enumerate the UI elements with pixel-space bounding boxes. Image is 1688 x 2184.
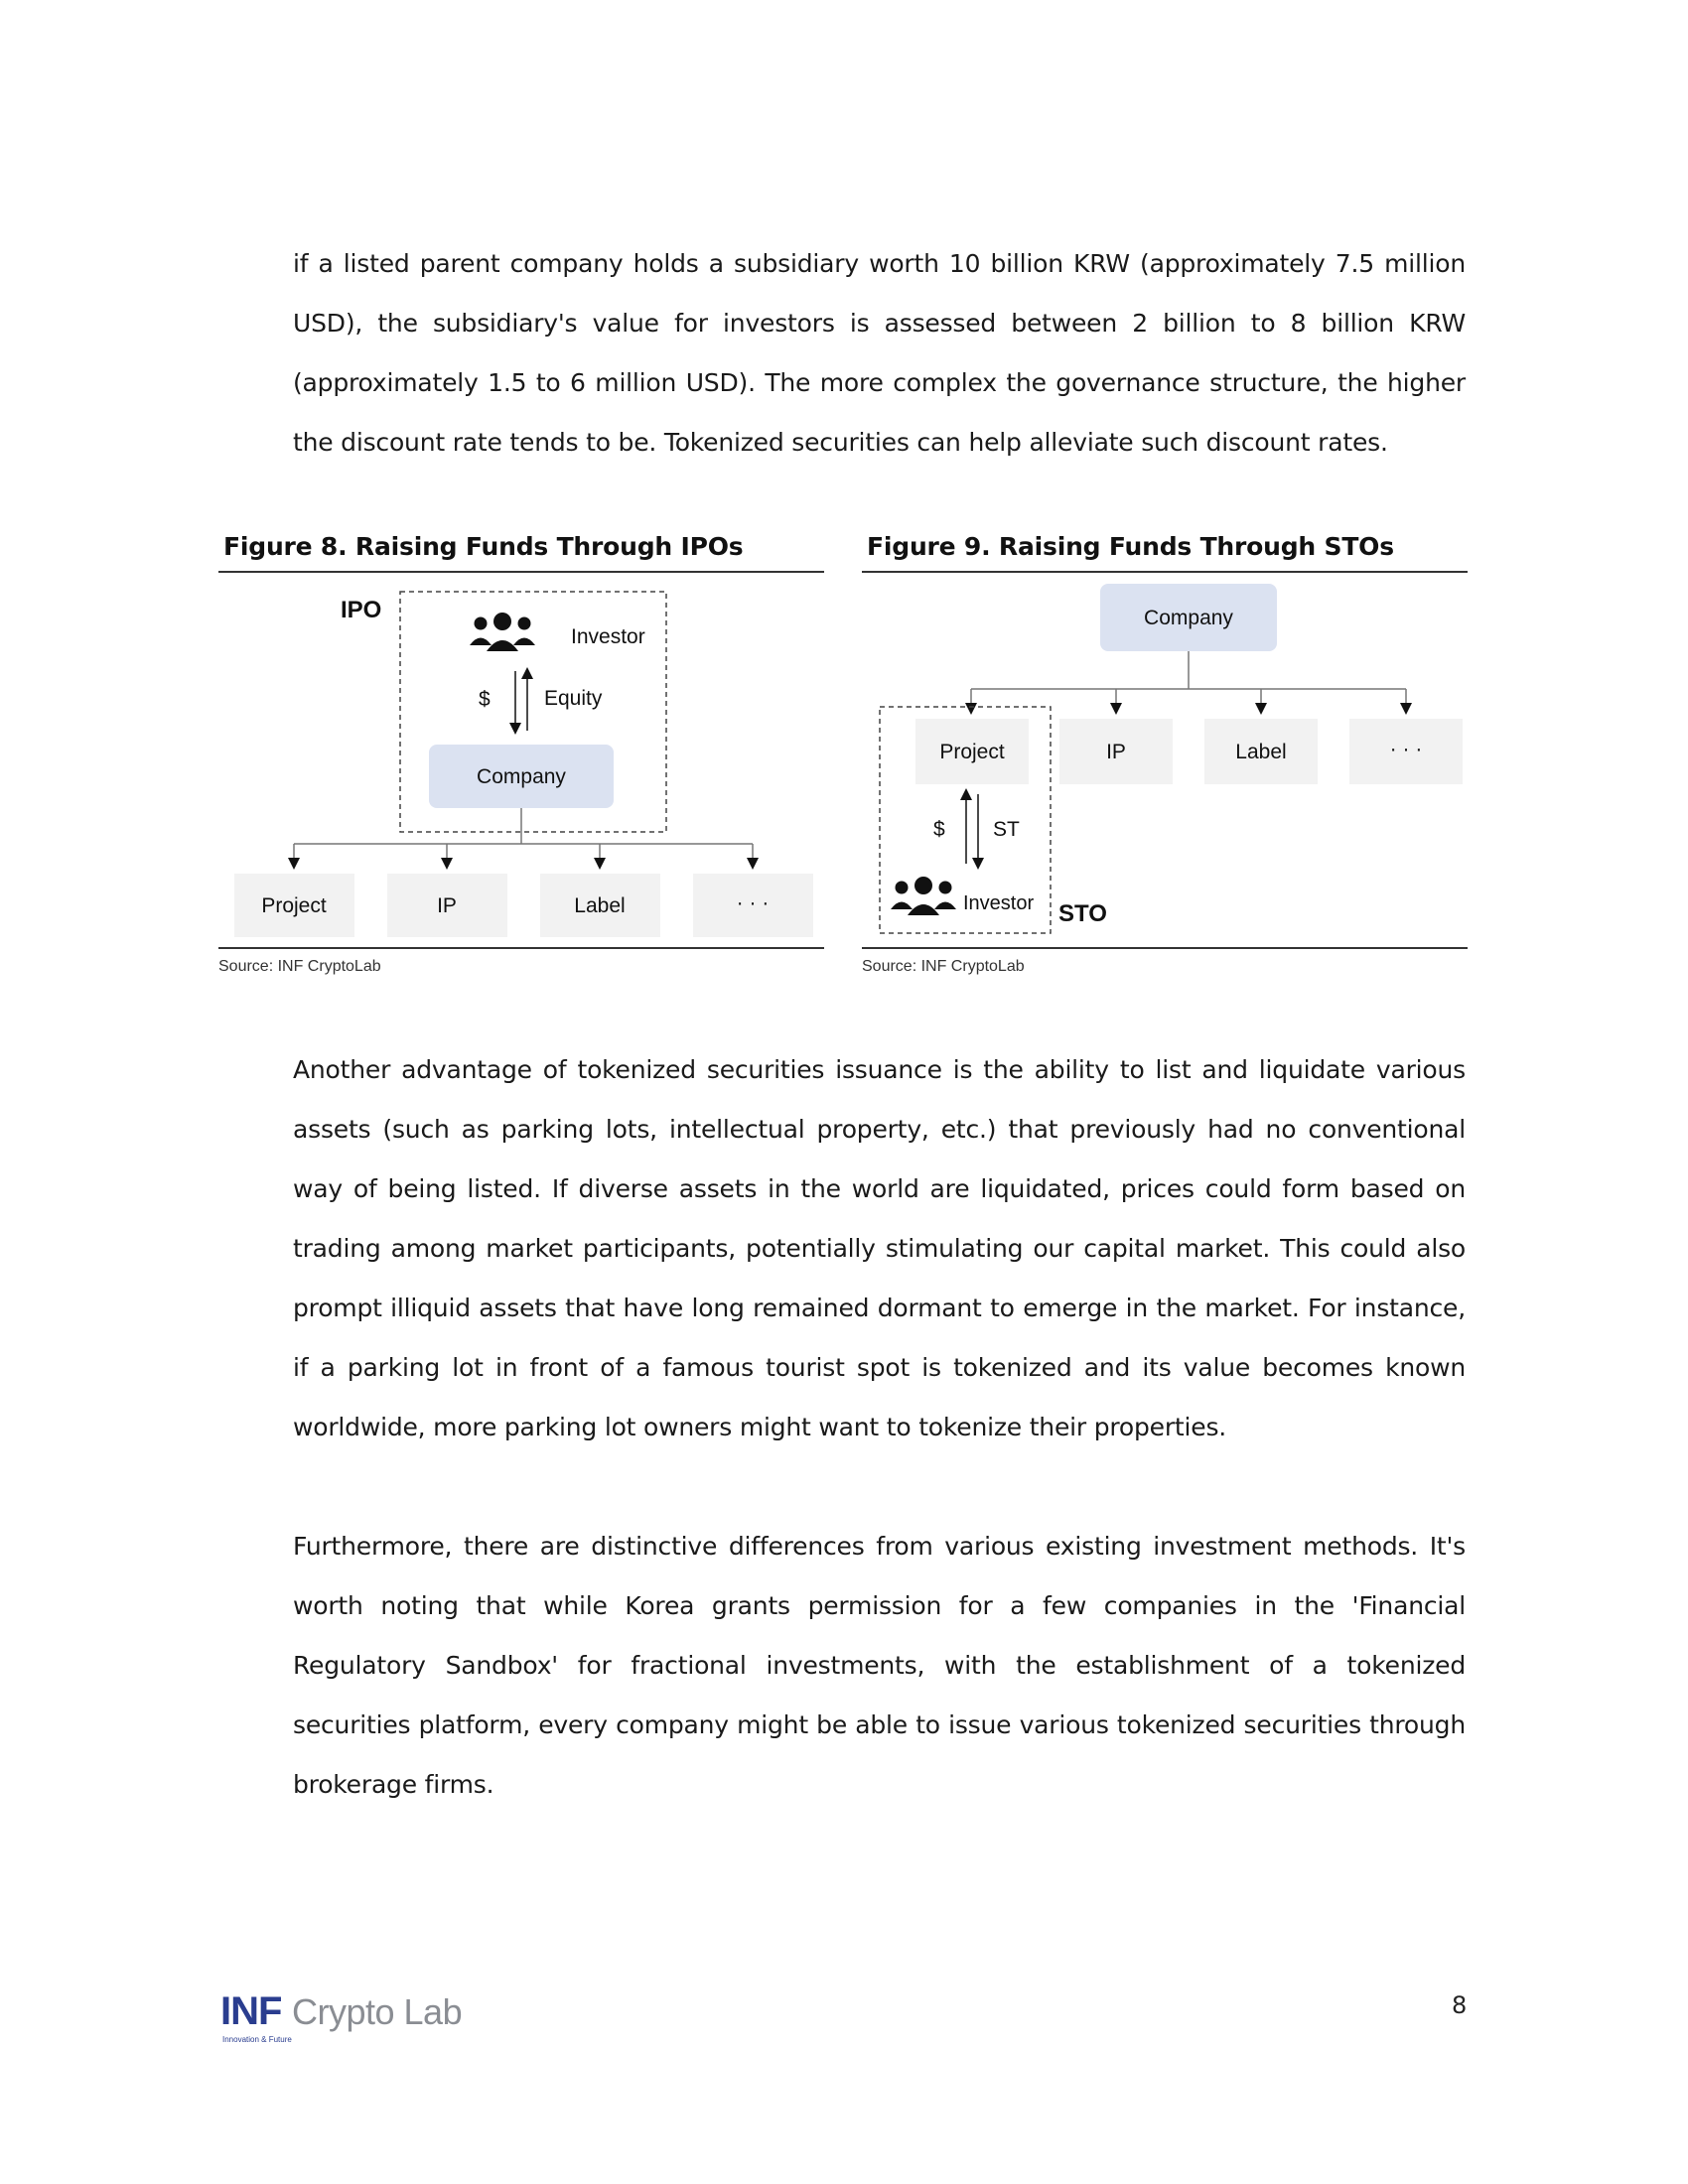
- sto-child-label-more: · · ·: [1389, 738, 1423, 760]
- figure-8-title: Figure 8. Raising Funds Through IPOs: [223, 532, 744, 561]
- body-paragraph-furthermore: Furthermore, there are distinctive differences from various existing investment methods. It's worth noting that while Korea grants permission for a few companies in the 'Financial Regulatory Sandbox' for fractional investments, with the establishment of a tokenized securities platform, every company might be able to issue various tokenized securities through brokerage firms.: [293, 1532, 1466, 1799]
- sto-child-label-label: Label: [1235, 741, 1287, 763]
- sto-child-label-project: Project: [939, 741, 1005, 763]
- page-number: 8: [1452, 1991, 1468, 2019]
- figure-9-title: Figure 9. Raising Funds Through STOs: [867, 532, 1394, 561]
- logo-inf-text: INF: [220, 1989, 282, 2033]
- ipo-company-label: Company: [477, 765, 566, 788]
- ipo-investor-label: Investor: [571, 625, 645, 648]
- investor-group-icon: [470, 613, 535, 651]
- ipo-money-label: $: [479, 688, 491, 711]
- sto-child-label-ip: IP: [1106, 741, 1126, 763]
- sto-tree-connector: [971, 651, 1406, 709]
- figure-8-source: Source: INF CryptoLab: [218, 958, 381, 975]
- ipo-child-label-label: Label: [574, 894, 626, 917]
- ipo-tree-connector: [294, 808, 753, 864]
- figure-9-sto-diagram: [862, 570, 1468, 951]
- ipo-child-label-project: Project: [261, 894, 327, 917]
- sto-group-label: STO: [1058, 900, 1107, 927]
- body-paragraph-advantage: Another advantage of tokenized securities issuance is the ability to list and liquidate various assets (such as parking lots, intellectual property, etc.) that previously had no conventional way of being listed. If diverse assets in the world are liquidated, prices could form based on trading among market participants, potentially stimulating our capital market. This could also prompt illiquid assets that have long remained dormant to emerge in the market. For instance, if a parking lot in front of a famous tourist spot is tokenized and its value becomes known worldwide, more parking lot owners might want to tokenize their properties.: [293, 1055, 1466, 1441]
- sto-company-label: Company: [1144, 607, 1233, 629]
- ipo-child-label-ip: IP: [437, 894, 457, 917]
- investor-group-icon: [891, 877, 956, 915]
- logo-cryptolab-text: Crypto Lab: [292, 1991, 463, 2032]
- ipo-child-label-more: · · ·: [736, 891, 770, 914]
- ipo-equity-label: Equity: [544, 687, 603, 710]
- sto-token-label: ST: [993, 818, 1020, 841]
- figure-9-source: Source: INF CryptoLab: [862, 958, 1025, 975]
- ipo-group-label: IPO: [341, 597, 382, 623]
- body-paragraph-intro: if a listed parent company holds a subsidiary worth 10 billion KRW (approximately 7.5 million USD), the subsidiary's value for investors is assessed between 2 billion to 8 billion KRW (approximately 1.5 to 6 million USD). The more complex the governance structure, the higher the discount rate tends to be. Tokenized securities can help alleviate such discount rates.: [293, 249, 1466, 457]
- inf-cryptolab-logo: [220, 1989, 479, 2049]
- logo-tagline: Innovation & Future: [222, 2035, 292, 2044]
- sto-money-label: $: [933, 818, 945, 841]
- figure-8-ipo-diagram: [218, 570, 824, 951]
- sto-investor-label: Investor: [963, 892, 1035, 914]
